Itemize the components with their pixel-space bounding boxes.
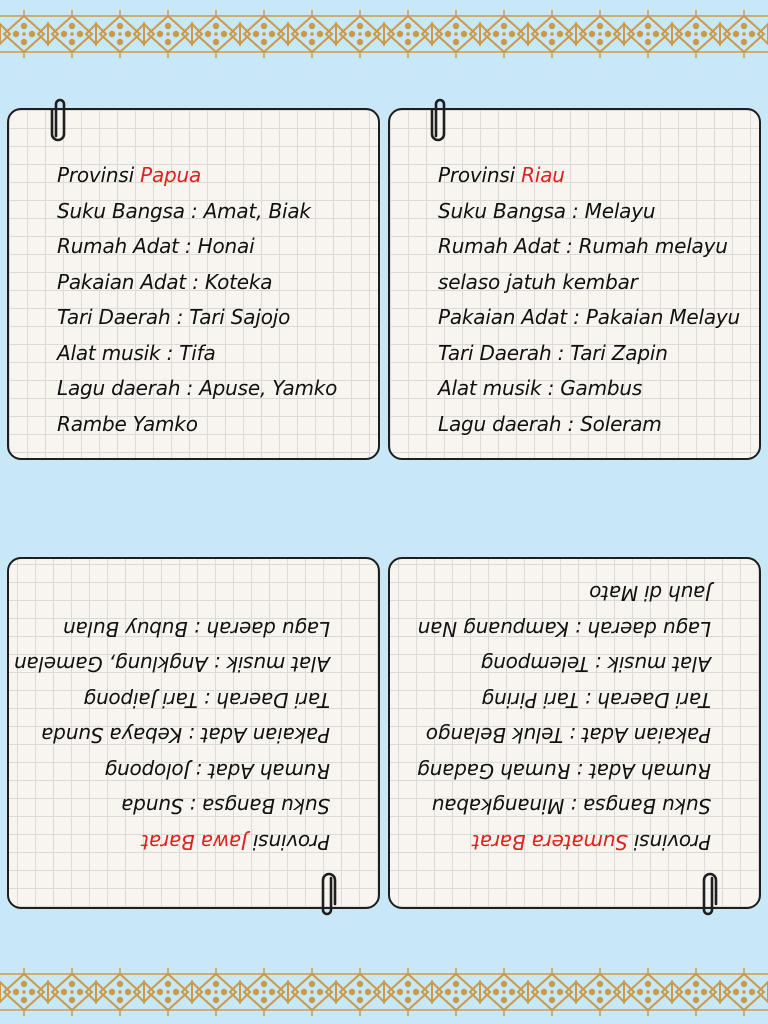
card-text (57, 158, 366, 442)
province-heading (57, 158, 366, 194)
info-line: Lagu daerah : Soleram (438, 411, 662, 436)
province-label: Provinsi (634, 830, 711, 854)
info-line: Pakaian Adat : Koteka (57, 269, 273, 294)
info-line: Suku Bangsa : Sunda (121, 794, 330, 819)
info-line: Tari Daerah : Tari Piring (481, 688, 711, 712)
province-heading (21, 824, 330, 860)
info-line: Alat musik : Gambus (438, 376, 643, 400)
info-line: Suku Bangsa : Minangkabau (431, 794, 711, 819)
card-sumatera-barat (388, 557, 761, 909)
card-text (402, 575, 711, 859)
province-label: Provinsi (57, 163, 134, 187)
province-heading (438, 158, 747, 194)
info-line: Rumah Adat : Jolopong (104, 759, 330, 783)
info-line: Alat musik : Tifa (57, 340, 216, 365)
info-line: Rumah Adat : Rumah Gadang (417, 759, 711, 783)
card-text (438, 158, 747, 442)
info-line: Suku Bangsa : Melayu (438, 198, 656, 223)
info-line: Tari Daerah : Tari Sajojo (57, 305, 291, 329)
info-line: Pakaian Adat : Kebaya Sunda (41, 723, 330, 748)
info-line: Alat musik : Angklung, Gamelan (14, 652, 330, 677)
info-line: Lagu daerah : Bubuy Bulan (63, 617, 330, 641)
province-name: Papua (140, 163, 202, 187)
card-papua (7, 108, 380, 460)
province-label: Provinsi (253, 830, 330, 854)
info-line: Rumah Adat : Rumah melayu (438, 234, 728, 258)
info-line: Tari Daerah : Tari Zapin (438, 340, 668, 365)
bottom-ornament-border (0, 962, 768, 1022)
info-line: Lagu daerah : Apuse, Yamko (57, 376, 338, 400)
paperclip-icon (317, 870, 337, 918)
card-jawa-barat (7, 557, 380, 909)
info-line: Lagu daerah : Kampuang Nan (417, 617, 711, 641)
paperclip-icon (50, 96, 70, 144)
province-name: Sumatera Barat (472, 830, 628, 854)
province-name: Jawa Barat (141, 830, 247, 854)
paperclip-icon (430, 96, 450, 144)
province-heading (402, 824, 711, 860)
info-line: Rambe Yamko (57, 411, 198, 436)
province-label: Provinsi (438, 163, 515, 187)
info-line: Pakaian Adat : Pakaian Melayu (438, 305, 741, 329)
info-line: Rumah Adat : Honai (57, 234, 255, 258)
info-line: Alat musik : Telempong (480, 652, 711, 677)
top-ornament-border (0, 4, 768, 64)
card-text (14, 611, 330, 860)
info-line: Tari Daerah : Tari Jaipong (83, 688, 330, 712)
province-name: Riau (521, 163, 565, 187)
paperclip-icon (698, 870, 718, 918)
info-line: selaso jatuh kembar (438, 269, 638, 294)
batik-ornament-border (0, 962, 768, 1018)
card-riau (388, 108, 761, 460)
batik-ornament-border (0, 4, 768, 60)
info-line: Pakaian Adat : Teluk Belango (426, 723, 711, 748)
info-line: Jauh di Mato (589, 581, 711, 606)
info-line: Suku Bangsa : Amat, Biak (57, 198, 311, 223)
